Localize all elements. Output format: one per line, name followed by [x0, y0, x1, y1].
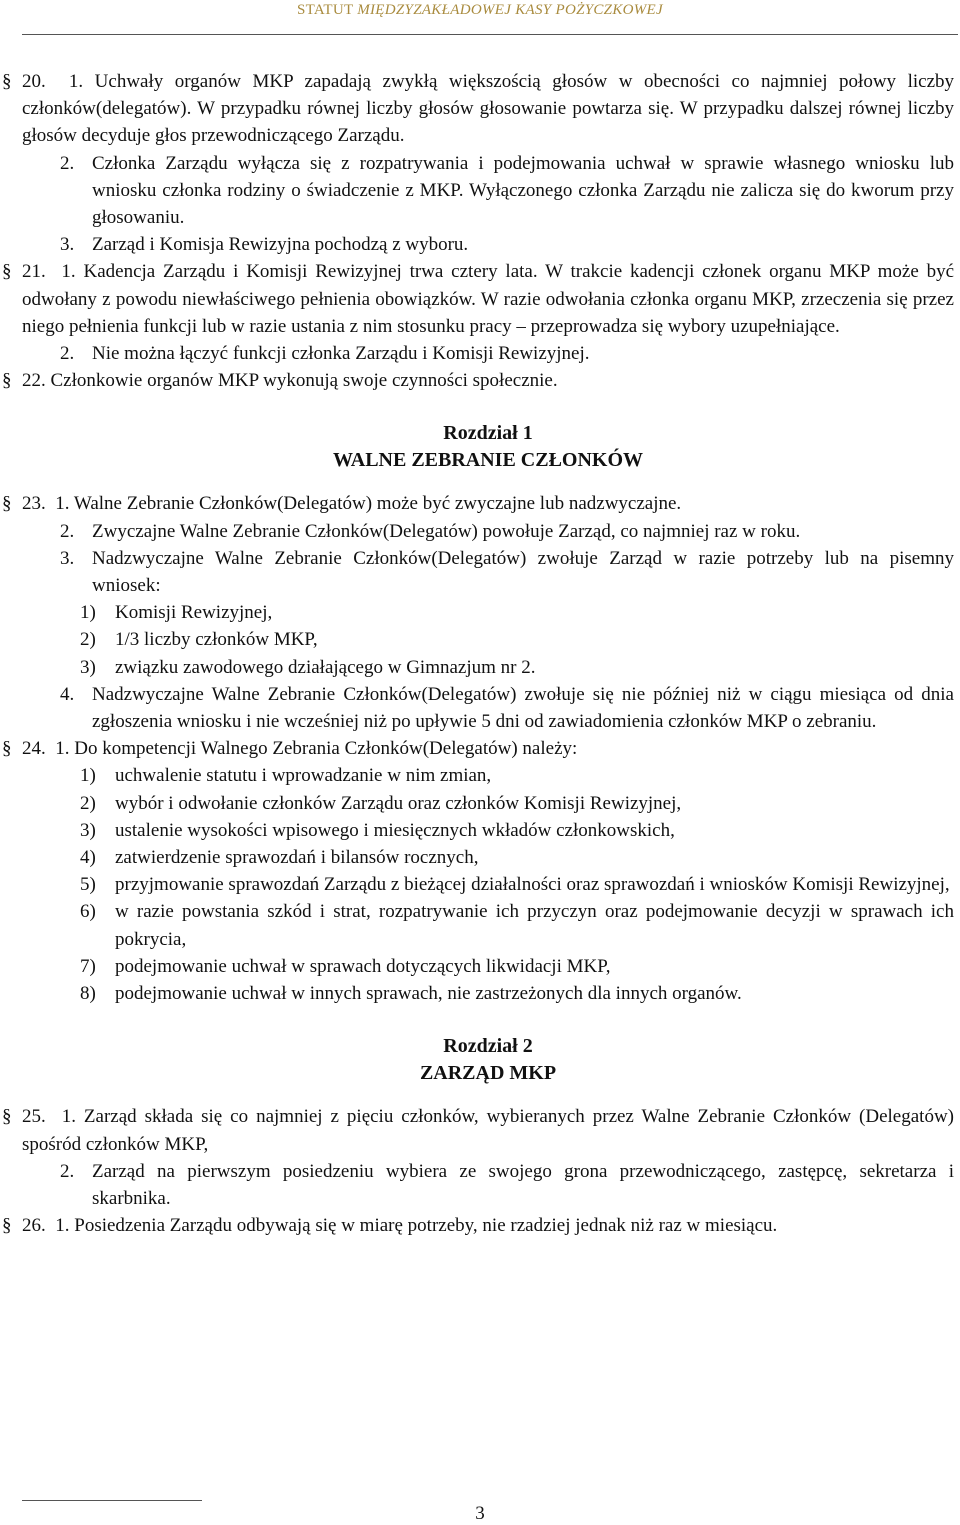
section-number: 24. — [22, 738, 46, 760]
paragraph-text: Do kompetencji Walnego Zebrania Członków(Delegatów) należy: — [74, 738, 578, 760]
item-number: 4) — [80, 847, 96, 869]
section-21-par-1 — [0, 258, 960, 340]
paragraph-sign: § — [2, 1215, 12, 1237]
list-item — [0, 980, 960, 1007]
paragraph-text: Posiedzenia Zarządu odbywają się w miarę potrzeby, nie rzadziej jednak niż raz w miesiącu. — [74, 1215, 778, 1237]
point-number: 4. — [60, 683, 75, 705]
point-number: 1. — [55, 1215, 70, 1237]
item-number: 8) — [80, 983, 96, 1005]
point-number: 2. — [60, 520, 75, 542]
section-21-par-2 — [0, 340, 960, 367]
section-23-par-4 — [0, 681, 960, 735]
page-number: 3 — [475, 1503, 485, 1524]
paragraph-text: Nadzwyczajne Walne Zebranie Członków(Delegatów) zwołuje Zarząd w razie potrzeby lub na pisemny wniosek: — [92, 547, 954, 597]
list-item — [0, 844, 960, 871]
section-25-par-2 — [0, 1158, 960, 1212]
point-number: 1. — [55, 493, 70, 515]
list-item — [0, 871, 960, 898]
item-text: związku zawodowego działającego w Gimnazjum nr 2. — [115, 656, 536, 678]
paragraph-text: Uchwały organów MKP zapadają zwykłą większością głosów w obecności co najmniej połowy liczby członków(delegatów). W przypadku równej liczby głosów głosowanie powtarza się. W przypadku dalszej równej liczby głosów decyduje głos przewodniczącego Zarządu. — [22, 71, 955, 147]
item-text: ustalenie wysokości wpisowego i miesięcznych wkładów członkowskich, — [115, 819, 675, 841]
header-rule — [22, 34, 958, 35]
item-text: w razie powstania szkód i strat, rozpatrywanie ich przyczyn oraz podejmowanie decyzji w sprawach ich pokrycia, — [115, 901, 954, 950]
item-number: 5) — [80, 874, 96, 896]
list-item — [0, 790, 960, 817]
section-number: 26. — [22, 1215, 46, 1237]
point-number: 3. — [60, 547, 75, 569]
header-part2: MIĘDZYZAKŁADOWEJ KASY POŻYCZKOWEJ — [357, 2, 663, 18]
item-text: wybór i odwołanie członków Zarządu oraz członków Komisji Rewizyjnej, — [115, 792, 682, 814]
point-number: 1. — [55, 738, 70, 760]
point-number: 2. — [60, 1160, 75, 1182]
point-number: 2. — [60, 343, 75, 365]
item-text: podejmowanie uchwał w innych sprawach, nie zastrzeżonych dla innych organów. — [115, 983, 742, 1005]
running-header — [0, 2, 960, 19]
chapter-1-label: Rozdział 1 — [443, 422, 533, 445]
item-number: 1) — [80, 765, 96, 787]
list-item — [0, 898, 960, 952]
chapter-1-title: WALNE ZEBRANIE CZŁONKÓW — [332, 449, 644, 472]
item-number: 2) — [80, 792, 96, 814]
paragraph-text: Zarząd na pierwszym posiedzeniu wybiera ze swojego grona przewodniczącego, zastępcę, sekretarza i skarbnika. — [92, 1160, 954, 1209]
section-22 — [0, 367, 960, 394]
section-number: 22. — [22, 370, 46, 392]
point-number: 1. — [68, 71, 84, 92]
item-number: 6) — [80, 901, 96, 923]
chapter-2-title: ZARZĄD MKP — [419, 1062, 557, 1085]
section-number: 21. — [22, 261, 46, 283]
paragraph-text: Nie można łączyć funkcji członka Zarządu i Komisji Rewizyjnej. — [92, 343, 590, 365]
paragraph-text: Zwyczajne Walne Zebranie Członków(Delegatów) powołuje Zarząd, co najmniej raz w roku. — [92, 520, 801, 542]
section-20-par-1 — [0, 68, 960, 150]
paragraph-text: Członka Zarządu wyłącza się z rozpatrywania i podejmowania uchwał w sprawie własnego wniosku lub wniosku członka rodziny o świadczenie z MKP. Wyłączonego członka Zarządu nie zalicza się do kworum przy głosowaniu. — [92, 152, 954, 229]
item-text: zatwierdzenie sprawozdań i bilansów rocznych, — [115, 847, 479, 869]
section-23-par-1 — [0, 490, 960, 517]
item-number: 7) — [80, 955, 96, 977]
paragraph-sign: § — [2, 261, 12, 283]
list-item — [0, 817, 960, 844]
item-text: uchwalenie statutu i wprowadzanie w nim zmian, — [115, 765, 492, 787]
item-number: 3) — [80, 656, 96, 678]
section-number: 20. — [22, 71, 46, 92]
section-20-par-3 — [0, 231, 960, 258]
footer-rule — [22, 1500, 202, 1501]
point-number: 2. — [60, 152, 75, 174]
item-text: 1/3 liczby członków MKP, — [115, 629, 318, 651]
paragraph-text: Kadencja Zarządu i Komisji Rewizyjnej trwa cztery lata. W trakcie kadencji członek organu MKP może być odwołany z powodu niewłaściwego pełnienia obowiązków. W razie odwołania członka organu MKP, zrzeczenia się przez niego pełnienia funkcji lub w razie ustania z nim stosunku pracy – przeprowadza się wybory uzupełniające. — [22, 261, 955, 337]
list-item — [0, 654, 960, 681]
point-number: 3. — [60, 234, 75, 256]
document-body — [0, 68, 960, 1239]
list-item — [0, 762, 960, 789]
paragraph-text: Zarząd i Komisja Rewizyjna pochodzą z wyboru. — [92, 234, 469, 256]
section-number: 23. — [22, 493, 46, 515]
section-23-par-2 — [0, 518, 960, 545]
section-20-par-2 — [0, 150, 960, 232]
point-number: 1. — [61, 261, 76, 283]
point-number: 1. — [61, 1106, 76, 1128]
section-26-par-1 — [0, 1212, 960, 1239]
paragraph-sign: § — [2, 1106, 12, 1128]
section-23-par-3 — [0, 545, 960, 599]
paragraph-text: Zarząd składa się co najmniej z pięciu członków, wybieranych przez Walne Zebranie Członków (Delegatów) spośród członków MKP, — [22, 1106, 955, 1155]
item-number: 2) — [80, 629, 96, 651]
list-item — [0, 599, 960, 626]
paragraph-text: Nadzwyczajne Walne Zebranie Członków(Delegatów) zwołuje się nie później niż w ciągu miesiąca od dnia zgłoszenia wniosku i nie wcześniej niż po upływie 5 dni od zawiadomienia członków MKP o zebraniu. — [92, 683, 954, 733]
header-part1: STATUT — [297, 2, 358, 18]
paragraph-sign: § — [2, 738, 12, 760]
item-text: przyjmowanie sprawozdań Zarządu z bieżącej działalności oraz sprawozdań i wniosków Komisji Rewizyjnej, — [115, 874, 950, 896]
item-text: podejmowanie uchwał w sprawach dotyczących likwidacji MKP, — [115, 955, 611, 977]
item-number: 1) — [80, 602, 96, 624]
paragraph-sign: § — [2, 370, 12, 392]
paragraph-text: Członkowie organów MKP wykonują swoje czynności społecznie. — [50, 370, 558, 392]
paragraph-sign: § — [2, 71, 12, 92]
item-number: 3) — [80, 819, 96, 841]
paragraph-sign: § — [2, 493, 12, 515]
section-24-par-1 — [0, 735, 960, 762]
list-item — [0, 626, 960, 653]
section-number: 25. — [22, 1106, 46, 1128]
item-text: Komisji Rewizyjnej, — [115, 602, 273, 624]
chapter-2-label: Rozdział 2 — [443, 1035, 533, 1058]
list-item — [0, 953, 960, 980]
section-25-par-1 — [0, 1103, 960, 1157]
paragraph-text: Walne Zebranie Członków(Delegatów) może być zwyczajne lub nadzwyczajne. — [73, 493, 682, 515]
